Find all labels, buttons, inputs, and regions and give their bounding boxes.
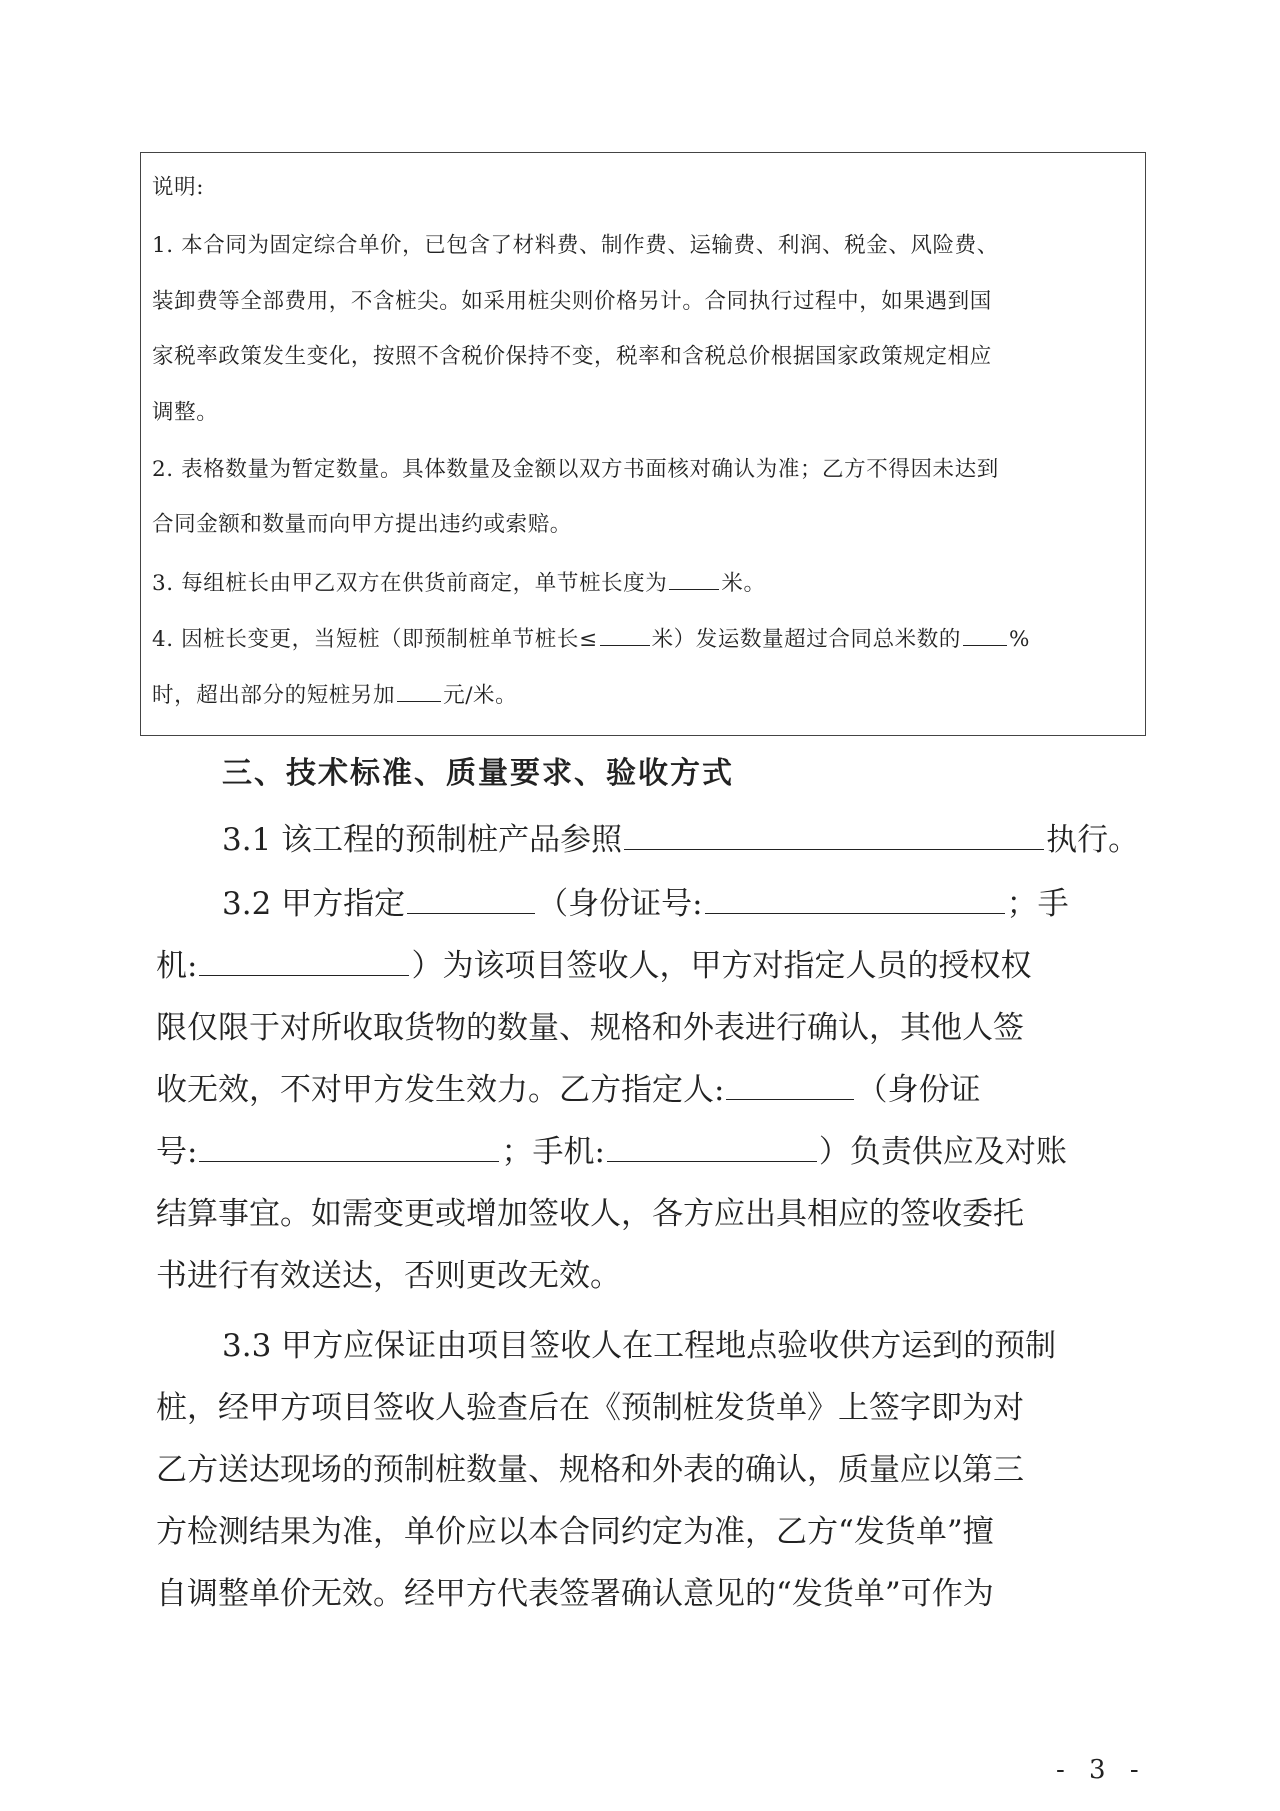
clause-3-3-line-2: 桩，经甲方项目签收人验查后在《预制桩发货单》上签字即为对 — [156, 1390, 1024, 1426]
note-line-7-text: 3. 每组桩长由甲乙双方在供货前商定，单节桩长度为 — [152, 571, 668, 596]
clause-3-2-line-4 — [156, 1068, 1132, 1112]
short-pile-length-blank[interactable] — [600, 623, 650, 646]
clause-3-3-line-4: 方检测结果为准，单价应以本合同约定为准，乙方“发货单”擅 — [156, 1514, 994, 1550]
note-line-9-text: 时，超出部分的短桩另加 — [152, 683, 396, 708]
party-a-phone-blank[interactable] — [199, 945, 409, 976]
clause-3-2-phone-prefix: 机: — [156, 948, 198, 984]
note-line-3: 家税率政策发生变化，按照不含税价保持不变，税率和含税总价根据国家政策规定相应 — [152, 344, 992, 369]
note-line-8-percent: % — [1008, 627, 1031, 652]
party-b-designee-blank[interactable] — [726, 1069, 854, 1100]
clause-3-2-line-5 — [156, 1130, 1132, 1174]
page-number: - 3 - — [1056, 1755, 1147, 1785]
clause-3-3-line-3: 乙方送达现场的预制桩数量、规格和外表的确认，质量应以第三 — [156, 1452, 1024, 1488]
note-line-9 — [152, 679, 517, 710]
note-line-5: 2. 表格数量为暂定数量。具体数量及金额以双方书面核对确认为准；乙方不得因未达到 — [152, 457, 999, 482]
note-line-1: 1. 本合同为固定综合单价，已包含了材料费、制作费、运输费、利润、税金、风险费、 — [152, 233, 999, 258]
clause-3-2-line-5-phone: ；手机: — [501, 1134, 605, 1170]
clause-3-2-phone-label: ；手 — [1006, 886, 1069, 922]
clause-3-1 — [222, 818, 1198, 862]
percentage-blank[interactable] — [963, 623, 1007, 646]
note-line-8-text-2: 米）发运数量超过合同总米数的 — [651, 627, 961, 652]
clause-3-1-end: 执行。 — [1046, 822, 1140, 858]
clause-3-2-line-3: 限仅限于对所收取货物的数量、规格和外表进行确认，其他人签 — [156, 1010, 1024, 1046]
note-line-8 — [152, 623, 1030, 654]
note-line-9-unit: 元/米。 — [443, 683, 518, 708]
clause-3-2-id-label: （身份证号: — [537, 886, 703, 922]
note-line-4: 调整。 — [152, 400, 219, 425]
party-b-phone-blank[interactable] — [607, 1131, 817, 1162]
clause-3-2-line-2-text: ）为该项目签收人，甲方对指定人员的授权权 — [411, 948, 1032, 984]
party-a-id-blank[interactable] — [705, 883, 1005, 914]
note-line-6: 合同金额和数量而向甲方提出违约或索赔。 — [152, 512, 572, 537]
clause-3-1-text: 3.1 该工程的预制桩产品参照 — [222, 822, 623, 858]
clause-3-2-line-5-prefix: 号: — [156, 1134, 198, 1170]
pile-length-blank[interactable] — [669, 567, 719, 590]
note-line-8-text: 4. 因桩长变更，当短桩（即预制桩单节桩长≤ — [152, 627, 598, 652]
extra-price-blank[interactable] — [397, 679, 441, 702]
clause-3-2-line-7: 书进行有效送达，否则更改无效。 — [156, 1258, 621, 1294]
clause-3-2-line-2 — [156, 944, 1132, 988]
party-b-id-blank[interactable] — [199, 1131, 499, 1162]
note-title: 说明: — [152, 175, 205, 200]
party-a-signee-blank[interactable] — [407, 883, 535, 914]
clause-3-2-line-5-text: ）负责供应及对账 — [818, 1134, 1067, 1170]
note-line-7-unit: 米。 — [721, 571, 766, 596]
section-heading: 三、技术标准、质量要求、验收方式 — [222, 756, 734, 791]
clause-3-3-line-5: 自调整单价无效。经甲方代表签署确认意见的“发货单”可作为 — [156, 1576, 994, 1612]
clause-3-2-line-6: 结算事宜。如需变更或增加签收人，各方应出具相应的签收委托 — [156, 1196, 1024, 1232]
clause-3-2-line-4-text: 收无效，不对甲方发生效力。乙方指定人: — [156, 1072, 725, 1108]
clause-3-3-line-1: 3.3 甲方应保证由项目签收人在工程地点验收供方运到的预制 — [222, 1328, 1057, 1364]
clause-3-2-line-4-id: （身份证 — [856, 1072, 981, 1108]
clause-3-2-text: 3.2 甲方指定 — [222, 886, 406, 922]
standard-blank[interactable] — [624, 819, 1044, 850]
note-line-2: 装卸费等全部费用，不含桩尖。如采用桩尖则价格另计。合同执行过程中，如果遇到国 — [152, 289, 992, 314]
clause-3-2-line-1 — [222, 882, 1198, 926]
note-line-7 — [152, 567, 766, 598]
